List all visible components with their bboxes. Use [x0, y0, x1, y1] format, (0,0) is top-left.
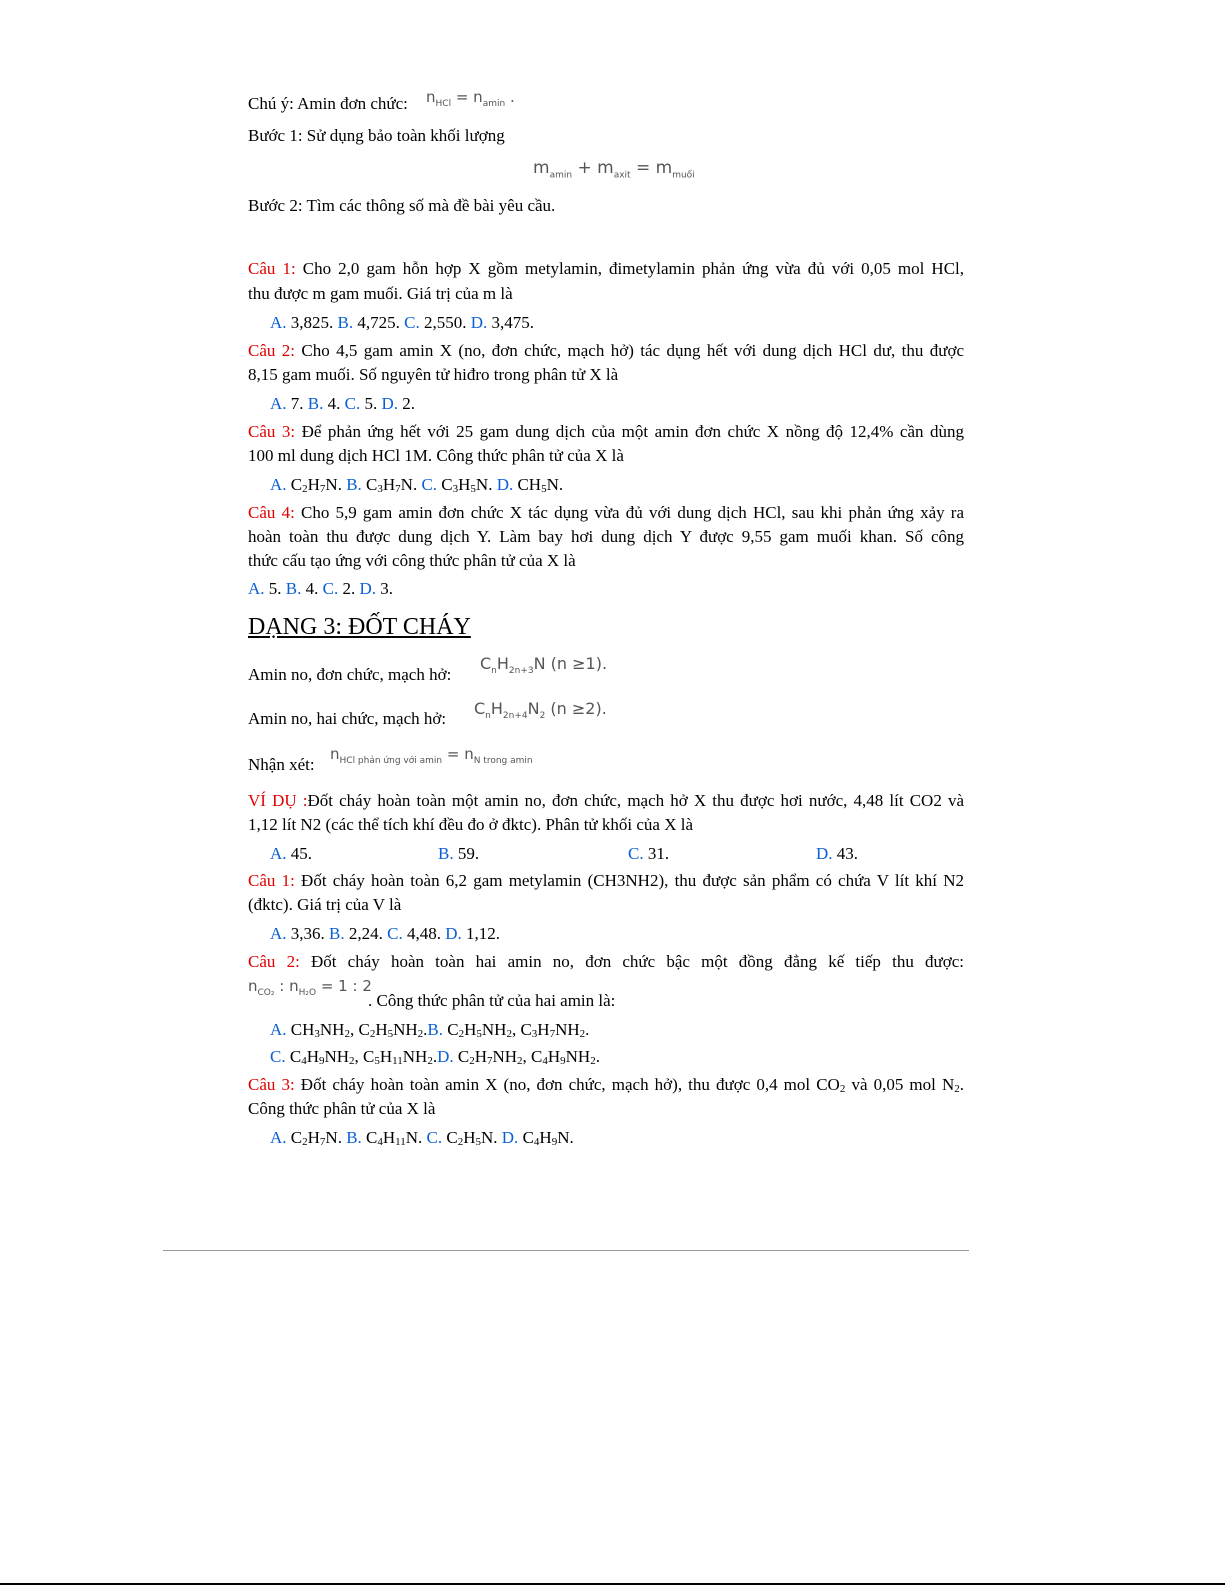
b1-text-2: (đktc). Giá trị của V là: [248, 895, 402, 914]
q3-options: A. $C_2H_7N$. B. $C_3H_7N$. C. $C_3H_5N$. D. $CH_5N$.: [270, 475, 564, 495]
b1-opt-c-letter[interactable]: C.: [387, 924, 403, 943]
example-opt-c: 31.: [647, 844, 670, 863]
b3-opt-d: $C_4H_9N$: [522, 1128, 570, 1148]
q1-opt-c: 2,550.: [423, 313, 467, 332]
b1-opt-d: 1,12.: [466, 924, 500, 943]
b1-opt-b: 2,24.: [348, 924, 383, 943]
q2-options: [270, 393, 415, 415]
q2-opt-d: 2.: [402, 394, 415, 413]
q3-label: Câu 3:: [248, 422, 296, 441]
q2-label: Câu 2:: [248, 341, 295, 360]
b2-opt-b: $C_2H_5NH_2$, $C_3H_7NH_2$.: [447, 1020, 590, 1040]
q1-opt-b: 4,725.: [357, 313, 400, 332]
q3-text-1: Để phản ứng hết với 25 gam dung dịch của một amin đơn chức X nồng độ 12,4% cần dùng: [301, 422, 965, 441]
q3-opt-b: $C_3H_7N$: [366, 475, 413, 495]
q3-line-1: [248, 421, 964, 443]
example-label: VÍ DỤ :: [248, 791, 308, 810]
step1-formula: $m_{amin} + m_{axit} = m_{muối}$: [533, 158, 695, 181]
q3-opt-a-letter[interactable]: A.: [270, 475, 287, 494]
example-opt-b-letter[interactable]: B.: [438, 844, 454, 863]
q2-opt-b-letter[interactable]: B.: [307, 394, 324, 413]
b1-label: Câu 1:: [248, 871, 295, 890]
q4-opt-a: 5.: [268, 579, 282, 598]
section-line-2: Amin no, hai chức, mạch hở:: [248, 709, 447, 728]
b2-options-cd: [270, 1046, 600, 1072]
q3-opt-d: $CH_5N$: [517, 475, 559, 495]
q1-options: [270, 312, 534, 334]
step1-line: Bước 1: Sử dụng bảo toàn khối lượng: [248, 126, 505, 145]
q2-opt-c-letter[interactable]: C.: [344, 394, 361, 413]
section-heading: DẠNG 3: ĐỐT CHÁY: [248, 614, 471, 640]
q4-label: Câu 4:: [248, 503, 295, 522]
q2-text-2: 8,15 gam muối. Số nguyên tử hiđro trong phân tử X là: [248, 365, 619, 384]
q1-label: Câu 1:: [248, 259, 296, 278]
b2-line-1: [248, 951, 964, 973]
b1-opt-a: 3,36.: [290, 924, 325, 943]
b2-opt-d-letter[interactable]: D.: [437, 1047, 454, 1066]
page-divider: [163, 1250, 969, 1251]
b3-opt-b-letter[interactable]: B.: [346, 1128, 362, 1147]
example-opt-a: 45.: [290, 844, 313, 863]
note-label: Chú ý: Amin đơn chức:: [248, 94, 408, 113]
b3-text-1: Đốt cháy hoàn toàn amin X (no, đơn chức, mạch hở), thu được 0,4 mol $CO_2$ và 0,05 mol $N_2$.: [300, 1075, 964, 1095]
example-text-2: 1,12 lít N2 (các thể tích khí đều đo ở đktc). Phân tử khối của X là: [248, 815, 693, 834]
q4-line-1: [248, 502, 964, 524]
section-formula-1: $C_nH_{2n+3}N$ (n ≥1).: [480, 654, 608, 677]
q2-opt-d-letter[interactable]: D.: [381, 394, 398, 413]
b2-opt-c-letter[interactable]: C.: [270, 1047, 286, 1066]
note-line: [248, 93, 408, 115]
q1-opt-c-letter[interactable]: C.: [404, 313, 420, 332]
b3-line-1: [248, 1074, 964, 1100]
q4-text-1: Cho 5,9 gam amin đơn chức X tác dụng vừa đủ với dung dịch HCl, sau khi phản ứng xảy ra: [300, 503, 965, 522]
q2-opt-c: 5.: [364, 394, 378, 413]
b1-opt-d-letter[interactable]: D.: [445, 924, 462, 943]
b3-opt-c: $C_2H_5N$: [446, 1128, 494, 1148]
example-opt-c-letter[interactable]: C.: [628, 844, 644, 863]
q2-opt-a: 7.: [290, 394, 304, 413]
q4-opt-d: 3.: [380, 579, 393, 598]
example-opt-d: 43.: [836, 844, 859, 863]
b3-label: Câu 3:: [248, 1075, 295, 1094]
q4-opt-c: 2.: [342, 579, 356, 598]
example-opt-d-letter[interactable]: D.: [816, 844, 833, 863]
b1-options: [270, 923, 500, 945]
note-formula: $n_{HCl} = n_{amin}$ .: [426, 88, 515, 109]
b3-opt-a: $C_2H_7N$: [290, 1128, 338, 1148]
b1-opt-a-letter[interactable]: A.: [270, 924, 287, 943]
b3-opt-a-letter[interactable]: A.: [270, 1128, 287, 1147]
b1-text-1: Đốt cháy hoàn toàn 6,2 gam metylamin (CH3NH2), thu được sản phẩm có chứa V lít khí N2: [301, 871, 965, 890]
b2-label: Câu 2:: [248, 952, 300, 971]
step2-line: Bước 2: Tìm các thông số mà đề bài yêu cầu.: [248, 196, 556, 215]
b2-opt-d: $C_2H_7NH_2$, $C_4H_9NH_2$.: [457, 1047, 600, 1067]
q3-opt-c: $C_3H_5N$: [441, 475, 489, 495]
b1-opt-b-letter[interactable]: B.: [329, 924, 345, 943]
q4-opt-c-letter[interactable]: C.: [322, 579, 339, 598]
example-opt-a-letter[interactable]: A.: [270, 844, 287, 863]
q4-text-2: hoàn toàn thu được dung dịch Y. Làm bay hơi dung dịch Y được 9,55 gam muối khan. Số công: [248, 527, 964, 546]
q2-opt-a-letter[interactable]: A.: [270, 394, 287, 413]
b2-text-2: . Công thức phân tử của hai amin là:: [368, 991, 616, 1010]
q1-opt-a: 3,825.: [290, 313, 334, 332]
q3-opt-c-letter[interactable]: C.: [421, 475, 438, 494]
q2-text-1: Cho 4,5 gam amin X (no, đơn chức, mạch hở) tác dụng hết với dung dịch HCl dư, thu được: [301, 341, 965, 360]
q1-text-2: thu được m gam muối. Giá trị của m là: [248, 284, 513, 303]
q4-options: [248, 578, 393, 600]
q3-opt-d-letter[interactable]: D.: [496, 475, 514, 494]
b3-text-2: Công thức phân tử của X là: [248, 1099, 436, 1118]
section-line-1: Amin no, đơn chức, mạch hở:: [248, 665, 452, 684]
q1-opt-d-letter[interactable]: D.: [470, 313, 488, 332]
q1-line-1: [248, 258, 964, 280]
q1-opt-b-letter[interactable]: B.: [337, 313, 354, 332]
b2-opt-c: $C_4H_9NH_2$, $C_5H_{11}NH_2$.: [289, 1047, 438, 1067]
b2-formula: $n_{CO_2}$ : $n_{H_2O} = 1$ : 2: [248, 977, 372, 998]
q4-opt-a-letter[interactable]: A.: [248, 579, 265, 598]
b1-line-1: [248, 870, 964, 892]
b2-text-1: Đốt cháy hoàn toàn hai amin no, đơn chức bậc một đồng đẳng kế tiếp thu được:: [310, 952, 964, 971]
q4-opt-d-letter[interactable]: D.: [359, 579, 376, 598]
example-opt-b: 59.: [457, 844, 480, 863]
q4-opt-b-letter[interactable]: B.: [285, 579, 302, 598]
q3-opt-b-letter[interactable]: B.: [346, 475, 362, 494]
q1-opt-d: 3,475.: [491, 313, 534, 332]
q1-opt-a-letter[interactable]: A.: [270, 313, 287, 332]
example-text-1: Đốt cháy hoàn toàn một amin no, đơn chức, mạch hở X thu được hơi nước, 4,48 lít CO2 và: [307, 791, 964, 810]
q2-line-1: [248, 340, 964, 362]
b3-opt-b: $C_4H_{11}N$: [366, 1128, 419, 1148]
q4-text-3: thức cấu tạo ứng với công thức phân tử của X là: [248, 551, 576, 570]
b2-opt-a: $CH_3NH_2$, $C_2H_5NH_2$.: [290, 1020, 428, 1040]
b3-options: A. $C_2H_7N$. B. $C_4H_{11}N$. C. $C_2H_5N$. D. $C_4H_9N$.: [270, 1128, 574, 1148]
section-note: Nhận xét:: [248, 755, 315, 774]
q1-text-1: Cho 2,0 gam hỗn hợp X gồm metylamin, đimetylamin phản ứng vừa đủ với 0,05 mol HCl,: [302, 259, 965, 278]
b3-opt-c-letter[interactable]: C.: [426, 1128, 443, 1147]
section-note-formula: $n_{HCl phản ứng với amin} = n_{N trong amin}$: [330, 745, 533, 766]
b2-opt-b-letter[interactable]: B.: [427, 1020, 443, 1039]
q4-opt-b: 4.: [305, 579, 319, 598]
b3-opt-d-letter[interactable]: D.: [501, 1128, 519, 1147]
b2-options-ab: [270, 1019, 589, 1045]
q3-text-2: 100 ml dung dịch HCl 1M. Công thức phân tử của X là: [248, 446, 624, 465]
b1-opt-c: 4,48.: [406, 924, 441, 943]
q2-opt-b: 4.: [327, 394, 341, 413]
q3-opt-a: $C_2H_7N$: [290, 475, 338, 495]
section-formula-2: $C_nH_{2n+4}N_2$ (n ≥2).: [474, 699, 607, 722]
example-line-1: [248, 790, 964, 812]
b2-opt-a-letter[interactable]: A.: [270, 1020, 287, 1039]
